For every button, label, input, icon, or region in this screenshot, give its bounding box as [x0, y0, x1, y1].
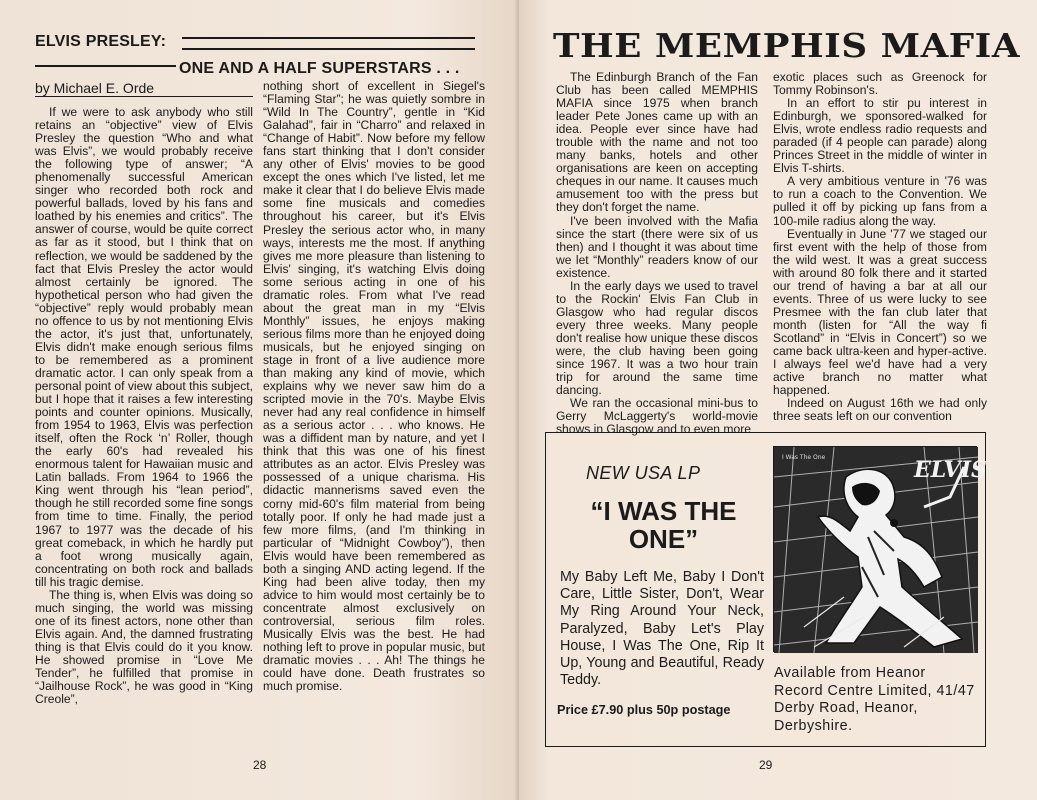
ad-album-title: “I WAS THE ONE”	[590, 496, 737, 554]
title-rule	[35, 65, 176, 67]
article-paragraph: nothing short of excellent in Siegel's “Flaming Star”; he was quietly sombre in “Wild In The Country”, gentle in “Kid Galahad”, fair in “Charro” and relaxed in “Change of Habit”. Now before my fellow fans start thinking that I don't consider any other of Elvis' movies to be good except the ones which I've listed, let me make it clear that I do believe Elvis made some fine musicals and comedies throughout his career, but it's Elvis Presley the serious actor who, in many ways, interests me the most. If anything gives me more pleasure than listening to Elvis' singing, it's watching Elvis doing some serious acting in one of his dramatic roles. From what I've read about the great man in my “Elvis Monthly” issues, he enjoys making serious films more than he enjoyed doing musicals, but he enjoyed singing on stage in front of a live audience more than making any kind of movie, which explains why we never saw him do a scripted movie in the 70's. Maybe Elvis never had any real confidence in himself as a serious actor . . . who knows. He was a diffident man by nature, and yet I think that this was one of his finest attributes as an actor. Elvis Presley was possessed of a unique charisma. His didactic mannerisms saved even the corny mid-60's film material from being totally poor. If only he had made just a few more films, (and I'm thinking in particular of “Midnight Cowboy”), then Elvis would have been remembered as both a singing AND acting legend. If the King had been alive today, then my advice to him would most certainly be to concentrate almost exclusively on controversial, serious film roles. Musically Elvis was the best. He had nothing left to prove in popular music, but dramatic movies . . . Ah! The things he could have done. Death frustrates so much promise.	[263, 79, 485, 694]
article-paragraph: Indeed on August 16th we had only three seats left on our convention	[773, 396, 987, 424]
album-cover-illustration	[774, 447, 987, 653]
masthead-title: THE MEMPHIS MAFIA	[553, 26, 1021, 65]
article-paragraph: Eventually in June '77 we staged our first event with the help of those from the wild west. It was a great success with around 80 folk there and it started our trend of having a bar at all our events. Three of us were lucky to see Presmee with the fan club later that month (listen for “All the way fi Scotland” in “Elvis in Concert”) so we came back ultra-keen and hyper-active. I always feel we'd have had a very active branch no matter what happened.	[773, 226, 987, 398]
article-paragraph: The Edinburgh Branch of the Fan Club has been called MEMPHIS MAFIA since 1975 when branch leader Pete Jones came up with an idea. People ever since have had trouble with the name and not too many banks, hotels and other organisations are keen on accepting cheques in our name. It causes much amusement too with the press but they don't forget the name.	[556, 70, 758, 215]
ad-price: Price £7.90 plus 50p postage	[557, 703, 731, 717]
album-cover-small-title: I Was The One	[782, 454, 826, 461]
mafia-column-1	[556, 71, 758, 436]
ad-availability: Available from Heanor Record Centre Limited, 41/47 Derby Road, Heanor, Derbyshire.	[774, 665, 975, 734]
article-column-1	[35, 106, 253, 706]
article-paragraph: If we were to ask anybody who still retains an “objective” view of Elvis Presley the question “Who and what was Elvis”, we would probably receive the following type of answer; “A phenomenally successful American singer who recorded both rock and powerful ballads, loved by his fans and loathed by his enemies and critics”. The answer of course, would be quite correct as far as it stood, but I think that on reflection, we would be saddened by the fact that Elvis Presley the actor would almost certainly be ignored. The hypothetical person who had given the “objective” reply would probably mean no offence to us by not mentioning Elvis the actor, it's just that, unfortunately, Elvis didn't make enough serious films to be remembered as a prominent dramatic actor. I can only speak from a personal point of view about this subject, but I hope that it raises a few interesting points and counter opinions. Musically, from 1954 to 1963, Elvis was perfection itself, often the Rock ‘n’ Roller, though the early 60's had revealed his enormous talent for Hawaiian music and Latin ballads. From 1964 to 1966 the King went through his “lean period”, though he still recorded some fine songs from time to time. Finally, the period 1967 to 1977 was the decade of his great comeback, in which he hardly put a foot wrong musically again, concentrating on both rock and ballads till his tragic demise.	[35, 105, 253, 589]
album-cover-image	[773, 446, 987, 652]
article-paragraph: The thing is, when Elvis was doing so much singing, the world was missing one of its finest actors, none other than Elvis again. And, the damned frustrating thing is that Elvis could do it you know. He showed promise in “Love Me Tender”, he fulfilled that promise in “Jailhouse Rock”, he was good in “King Creole”,	[35, 587, 253, 707]
ad-track-list: My Baby Left Me, Baby I Don't Care, Little Sister, Don't, Wear My Ring Around Your Neck, Paralyzed, Baby Let's Play House, I Was The One, Rip It Up, Young and Beautiful, Ready Teddy.	[560, 569, 764, 689]
article-paragraph: In an effort to stir pu interest in Edinburgh, we sponsored-walked for Elvis, wrote endless radio requests and paraded (if 4 people can parade) along Princes Street in the middle of winter in Elvis T-shirts.	[773, 96, 987, 176]
article-byline: by Michael E. Orde	[35, 80, 155, 96]
lp-advertisement	[545, 432, 986, 747]
title-rule	[182, 37, 475, 39]
article-paragraph: We ran the occasional mini-bus to Gerry McLaggerty's world-movie shows in Glasgow and to even more	[556, 396, 758, 437]
byline-rule	[35, 96, 253, 97]
album-cover-title: ELVIS	[914, 457, 987, 483]
article-paragraph: exotic places such as Greenock for Tommy Robinson's.	[773, 70, 987, 98]
article-title-line1: ELVIS PRESLEY:	[35, 33, 167, 50]
article-column-2	[263, 80, 485, 693]
page-number: 28	[253, 758, 267, 772]
article-paragraph: I've been involved with the Mafia since the start (there were six of us then) and I thought it was about time we let “Monthly” readers know of our existence.	[556, 213, 758, 280]
page-number: 29	[759, 758, 773, 772]
article-title-line2: ONE AND A HALF SUPERSTARS . . .	[179, 60, 460, 77]
title-rule	[182, 48, 475, 50]
mafia-column-2	[773, 71, 987, 423]
article-paragraph: A very ambitious venture in '76 was to run a coach to the Convention. We pulled it off by picking up fans from a 100-mile radius along the way.	[773, 174, 987, 228]
ad-kicker: NEW USA LP	[586, 463, 701, 483]
article-paragraph: In the early days we used to travel to the Rockin' Elvis Fan Club in Glasgow who had regular discos every three weeks. Many people don't realise how unique these discos were, the club having been going since 1967. It was a two hour train trip for around the same time dancing.	[556, 278, 758, 398]
